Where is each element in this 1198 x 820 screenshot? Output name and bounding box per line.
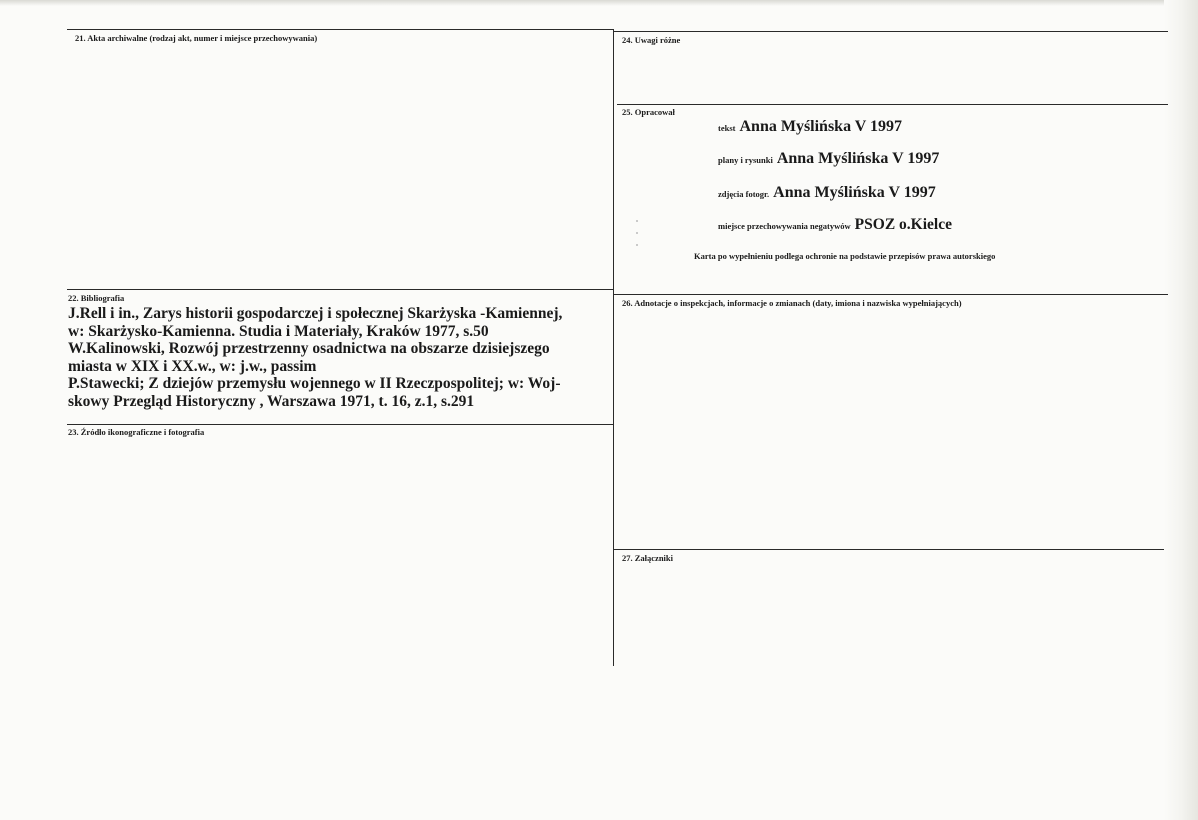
rule-top-right (614, 31, 1168, 32)
author-caption: miejsce przechowywania negatywów (718, 221, 851, 231)
section-23-label: 23. Źródło ikonograficzne i fotografia (68, 427, 205, 437)
rule-27-top (614, 549, 1164, 550)
author-value: PSOZ o.Kielce (854, 216, 952, 233)
rule-23-top (67, 424, 613, 425)
rule-center-vertical (613, 29, 614, 666)
scan-top-edge (0, 0, 1198, 6)
rule-25-top (617, 104, 1168, 105)
section-21-label: 21. Akta archiwalne (rodzaj akt, numer i miejsce przechowywania) (75, 33, 318, 43)
bibliography-line: miasta w XIX i XX.w., w: j.w., passim (68, 357, 317, 375)
copyright-note: Karta po wypełnieniu podlega ochronie na podstawie przepisów prawa autorskiego (694, 251, 996, 261)
section-22-label: 22. Bibliografia (68, 293, 125, 303)
rule-top-left (67, 29, 613, 30)
author-row-negatives (718, 216, 952, 234)
author-value: Anna Myślińska V 1997 (773, 184, 936, 201)
author-row-text (718, 118, 902, 136)
bibliography-line: w: Skarżysko-Kamienna. Studia i Materiały, Kraków 1977, s.50 (68, 322, 489, 340)
author-value: Anna Myślińska V 1997 (739, 118, 903, 135)
rule-26-top (614, 294, 1168, 295)
author-value: Anna Myślińska V 1997 (776, 150, 940, 167)
bibliography-line: skowy Przegląd Historyczny , Warszawa 1971, t. 16, z.1, s.291 (68, 392, 475, 410)
author-row-photos (718, 184, 936, 202)
scan-specks (636, 220, 640, 250)
section-26-label: 26. Adnotacje o inspekcjach, informacje o zmianach (daty, imiona i nazwiska wypełniających) (622, 298, 962, 308)
bibliography-text (68, 305, 613, 411)
scan-right-edge (1164, 0, 1198, 820)
section-25-label: 25. Opracował (622, 107, 675, 117)
bibliography-line: J.Rell i in., Zarys historii gospodarczej i społecznej Skarżyska -Kamiennej, (68, 305, 563, 322)
author-caption: tekst (718, 123, 736, 133)
author-caption: zdjęcia fotogr. (718, 189, 770, 199)
author-row-plans (718, 150, 939, 168)
bibliography-line: W.Kalinowski, Rozwój przestrzenny osadnictwa na obszarze dzisiejszego (68, 340, 550, 358)
section-27-label: 27. Załączniki (622, 553, 674, 563)
bibliography-line: P.Stawecki; Z dziejów przemysłu wojennego w II Rzeczpospolitej; w: Woj- (68, 375, 561, 393)
author-caption: plany i rysunki (718, 155, 773, 165)
rule-bibliography-top (67, 289, 613, 290)
section-24-label: 24. Uwagi różne (622, 35, 681, 45)
